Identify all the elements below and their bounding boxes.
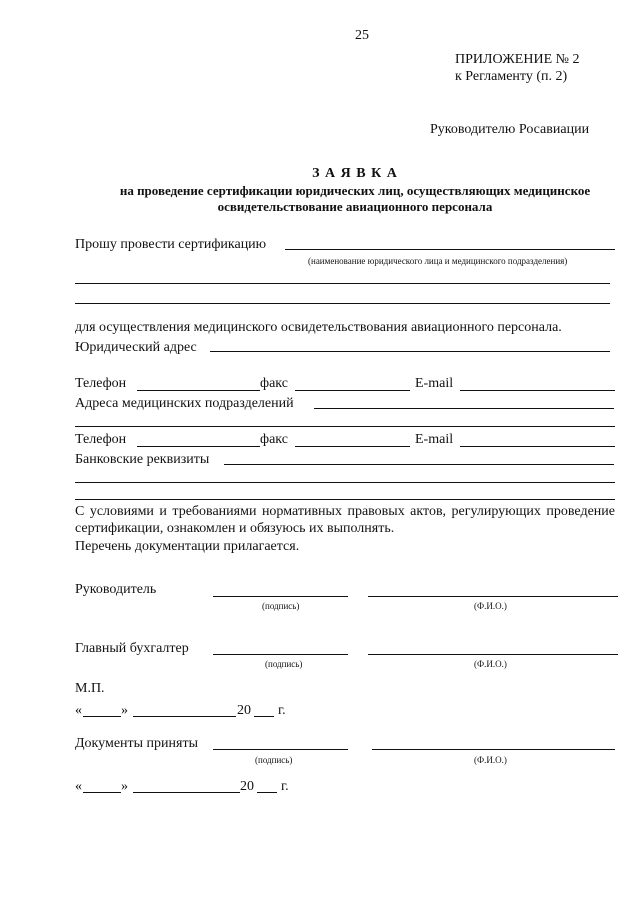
fax-line-2[interactable] <box>295 446 410 447</box>
documents-received-label: Документы приняты <box>75 736 198 751</box>
phone-label-2: Телефон <box>75 432 127 447</box>
accountant-signature-line[interactable] <box>213 654 348 655</box>
bank-details-line-3[interactable] <box>75 499 615 500</box>
date2-month-line[interactable] <box>133 792 240 793</box>
documents-attached-text: Перечень документации прилагается. <box>75 539 300 554</box>
date-year-line[interactable] <box>254 716 274 717</box>
bank-details-label: Банковские реквизиты <box>75 452 210 467</box>
fax-label: факс <box>260 376 288 391</box>
email-label: E-mail <box>415 376 454 391</box>
legal-address-label: Юридический адрес <box>75 340 197 355</box>
fax-label-2: факс <box>260 432 288 447</box>
date-year-suffix: г. <box>278 703 286 718</box>
request-label: Прошу провести сертификацию <box>75 237 267 252</box>
date2-year-suffix: г. <box>281 779 289 794</box>
accountant-name-hint: (Ф.И.О.) <box>474 659 507 669</box>
medical-addresses-line-2[interactable] <box>75 426 615 427</box>
medical-addresses-line[interactable] <box>314 408 614 409</box>
date2-year-line[interactable] <box>257 792 277 793</box>
date-open-quote: « <box>75 703 82 718</box>
date-year-prefix: 20 <box>237 703 251 718</box>
head-name-hint: (Ф.И.О.) <box>474 601 507 611</box>
date-day-line[interactable] <box>83 716 121 717</box>
addressee: Руководителю Росавиации <box>430 122 590 137</box>
date2-close-quote: » <box>121 779 128 794</box>
accountant-signature-hint: (подпись) <box>265 659 303 669</box>
receiver-name-line[interactable] <box>372 749 615 750</box>
organization-name-line[interactable] <box>285 249 615 250</box>
receiver-name-hint: (Ф.И.О.) <box>474 755 507 765</box>
receiver-signature-line[interactable] <box>213 749 348 750</box>
bank-details-line[interactable] <box>224 464 614 465</box>
document-subtitle-line2: освидетельствование авиационного персонала <box>217 199 493 214</box>
document-title: З А Я В К А <box>312 166 398 181</box>
accountant-name-line[interactable] <box>368 654 618 655</box>
organization-name-line-2[interactable] <box>75 283 610 284</box>
head-signature-hint: (подпись) <box>262 601 300 611</box>
medical-addresses-label: Адреса медицинских подразделений <box>75 396 294 411</box>
phone-line-2[interactable] <box>137 446 260 447</box>
fax-line[interactable] <box>295 390 410 391</box>
legal-address-line[interactable] <box>210 351 610 352</box>
appendix-title: ПРИЛОЖЕНИЕ № 2 <box>455 52 580 67</box>
date-month-line[interactable] <box>133 716 236 717</box>
page-number: 25 <box>355 28 369 43</box>
receiver-signature-hint: (подпись) <box>255 755 293 765</box>
appendix-reference: к Регламенту (п. 2) <box>455 69 568 84</box>
date2-year-prefix: 20 <box>240 779 254 794</box>
bank-details-line-2[interactable] <box>75 482 615 483</box>
purpose-text: для осуществления медицинского освидетельствования авиационного персонала. <box>75 320 562 335</box>
document-subtitle-line1: на проведение сертификации юридических лиц, осуществляющих медицинское <box>119 183 591 198</box>
phone-line[interactable] <box>137 390 260 391</box>
head-signature-line[interactable] <box>213 596 348 597</box>
date2-open-quote: « <box>75 779 82 794</box>
email-label-2: E-mail <box>415 432 454 447</box>
email-line-2[interactable] <box>460 446 615 447</box>
organization-name-line-3[interactable] <box>75 303 610 304</box>
email-line[interactable] <box>460 390 615 391</box>
accountant-label: Главный бухгалтер <box>75 641 189 656</box>
phone-label: Телефон <box>75 376 127 391</box>
head-label: Руководитель <box>75 582 157 597</box>
stamp-label: М.П. <box>75 681 105 696</box>
agreement-text: С условиями и требованиями нормативных правовых актов, регулирующих проведение сертификации, ознакомлен и обязуюсь их выполнять. <box>75 504 615 536</box>
organization-name-hint: (наименование юридического лица и медицинского подразделения) <box>308 256 568 266</box>
head-name-line[interactable] <box>368 596 618 597</box>
date-close-quote: » <box>121 703 128 718</box>
date2-day-line[interactable] <box>83 792 121 793</box>
